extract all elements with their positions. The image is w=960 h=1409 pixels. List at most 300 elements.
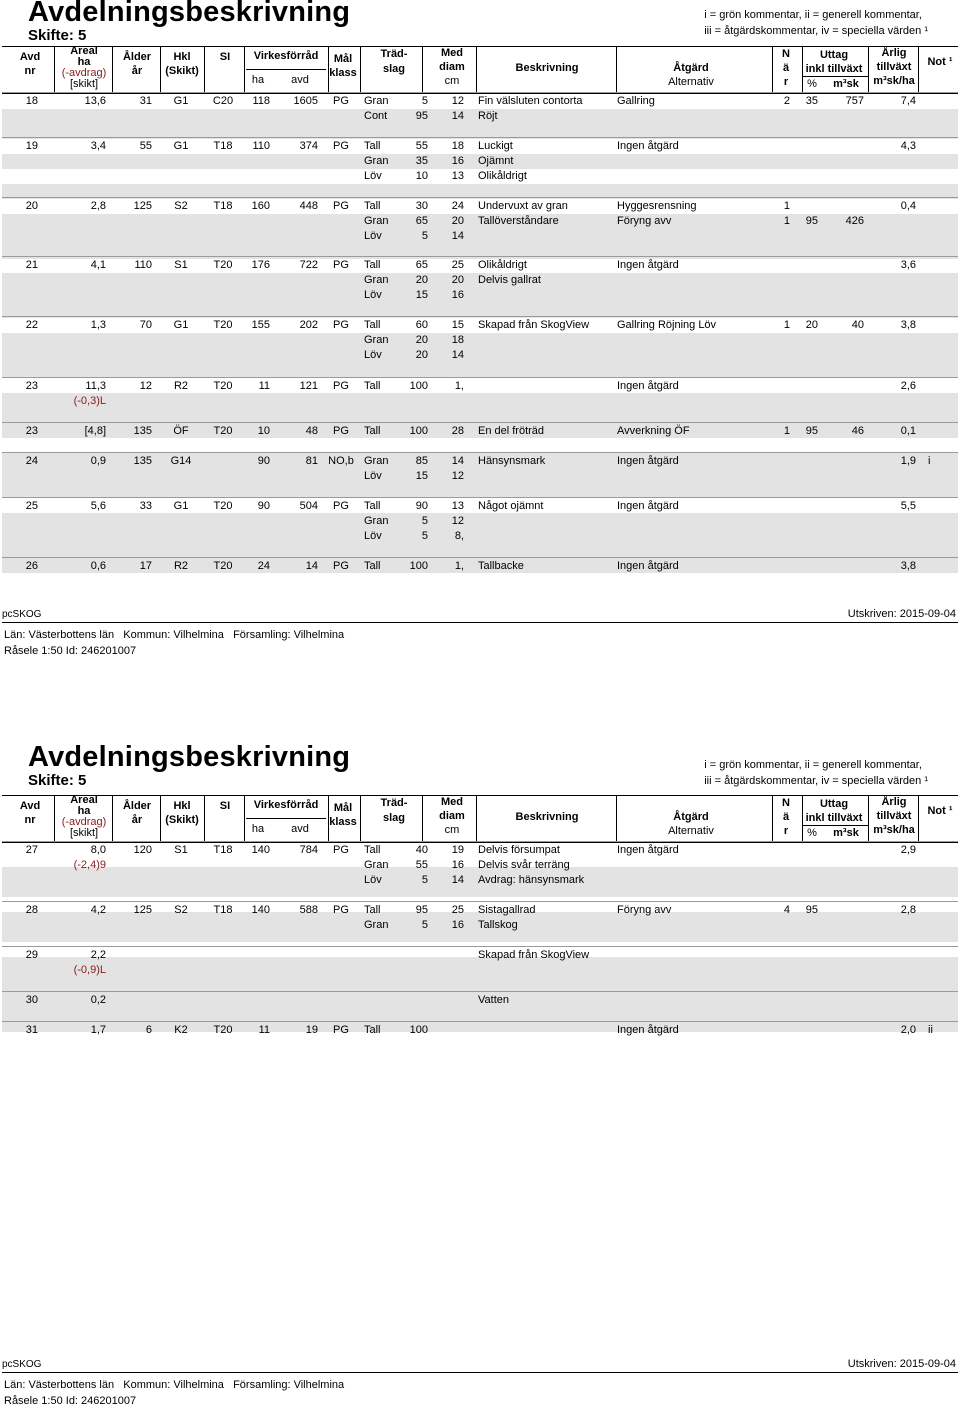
cell-areal: 2,8: [90, 200, 106, 212]
cell-besk: Luckigt: [478, 140, 513, 152]
cell-avd: 21: [25, 259, 38, 271]
cell-diam: 18: [451, 334, 464, 346]
row-separator: [2, 1021, 958, 1022]
cell-besk: Skapad från SkogView: [478, 319, 590, 331]
cell-areal: 1,3: [90, 319, 106, 331]
cell-areal: 0,9: [90, 455, 106, 467]
cell-areal: 0,6: [90, 560, 106, 572]
footer-map: Råsele 1:50 Id: 246201007: [4, 645, 137, 657]
cell-arlig: 4,3: [900, 140, 916, 152]
row-stripe: [2, 288, 958, 303]
cell-pct: 15: [415, 289, 428, 301]
cell-diam: 16: [451, 859, 464, 871]
hdr-hkl: Hkl (Skikt): [165, 51, 199, 77]
cell-alder: 31: [139, 95, 152, 107]
cell-pct: 40: [415, 844, 428, 856]
cell-pct: 100: [409, 425, 428, 437]
cell-diam: 16: [451, 289, 464, 301]
hdr-col-line: [476, 796, 477, 842]
hdr-avd: Avd nr: [19, 800, 41, 826]
hdr-vf-divider: [246, 818, 326, 819]
cell-besk: Avdrag: hänsynsmark: [478, 874, 585, 886]
cell-si: T20: [213, 1024, 233, 1036]
cell-arlig: 1,9: [900, 455, 916, 467]
cell-hkl: G1: [173, 140, 189, 152]
cell-si: T18: [213, 140, 233, 152]
cell-diam: 8,: [454, 530, 464, 542]
cell-si: T20: [213, 560, 233, 572]
hdr-col-line: [868, 796, 869, 842]
cell-tradslag: Cont: [364, 110, 388, 122]
hdr-vf-avd: avd: [291, 823, 309, 835]
cell-mal: PG: [333, 140, 349, 152]
cell-atgard: Ingen åtgärd: [617, 1024, 679, 1036]
cell-diam: 1,: [454, 380, 464, 392]
cell-atgard: Ingen åtgärd: [617, 500, 679, 512]
cell-avd: 23: [25, 425, 38, 437]
cell-si: T20: [213, 319, 233, 331]
cell-vfavd: 722: [299, 259, 318, 271]
cell-atgard: Ingen åtgärd: [617, 380, 679, 392]
footer-info: [4, 627, 344, 659]
cell-avd: 20: [25, 200, 38, 212]
cell-besk: Något ojämnt: [478, 500, 544, 512]
cell-pct: 15: [415, 470, 428, 482]
cell-tradslag: Tall: [364, 1024, 381, 1036]
row-stripe: [2, 528, 958, 543]
cell-avd: 27: [25, 844, 38, 856]
footer-date-2: Utskriven: 2015-09-04: [847, 1358, 956, 1370]
cell-si: T18: [213, 844, 233, 856]
cell-pct: 5: [421, 230, 428, 242]
cell-besk: Fin välsluten contorta: [478, 95, 583, 107]
hdr-hkl: Hkl (Skikt): [165, 800, 199, 826]
cell-areal: 3,4: [90, 140, 106, 152]
cell-pct: 5: [421, 95, 428, 107]
cell-diam: 14: [451, 230, 464, 242]
cell-pct: 100: [409, 1024, 428, 1036]
cell-vfha: 90: [257, 500, 270, 512]
cell-tradslag: Gran: [364, 155, 389, 167]
cell-not: i: [928, 455, 931, 467]
hdr-col-line: [160, 796, 161, 842]
cell-uttpct: 35: [805, 95, 818, 107]
hdr-col-line: [54, 47, 55, 93]
row-separator: [2, 422, 958, 423]
hdr-col-line: [616, 796, 617, 842]
row-stripe: [2, 468, 958, 483]
cell-besk: Vatten: [478, 994, 509, 1006]
cell-arlig: 3,8: [900, 560, 916, 572]
cell-alder: 70: [139, 319, 152, 331]
cell-atgard: Ingen åtgärd: [617, 259, 679, 271]
cell-vfha: 118: [252, 95, 270, 107]
row-stripe: [2, 543, 958, 558]
hdr-vf-avd: avd: [291, 74, 309, 86]
cell-areal: 13,6: [84, 95, 106, 107]
cell-uttpct: 20: [805, 319, 818, 331]
cell-tradslag: Löv: [364, 170, 382, 182]
cell-avd: 25: [25, 500, 38, 512]
row-separator: [2, 946, 958, 947]
hdr-uttag-m3sk: m³sk: [833, 78, 859, 90]
cell-besk: Delvis försumpat: [478, 844, 560, 856]
cell-pct: 95: [415, 110, 428, 122]
cell-mal: PG: [333, 1024, 349, 1036]
cell-arlig: 2,0: [900, 1024, 916, 1036]
cell-si: T18: [213, 200, 233, 212]
hdr-col-line: [868, 47, 869, 93]
cell-alder: 12: [139, 380, 152, 392]
cell-mal: PG: [333, 904, 349, 916]
cell-diam: 12: [451, 470, 464, 482]
cell-arlig: 2,6: [900, 380, 916, 392]
hdr-col-line: [476, 47, 477, 93]
cell-tradslag: Tall: [364, 904, 381, 916]
hdr-col-line: [360, 796, 361, 842]
cell-vfha: 155: [251, 319, 270, 331]
cell-avd: 23: [25, 380, 38, 392]
cell-besk: Ojämnt: [478, 155, 514, 167]
cell-tradslag: Löv: [364, 230, 382, 242]
cell-nar: 1: [783, 200, 790, 212]
hdr-col-line: [328, 47, 329, 93]
cell-diam: 28: [451, 425, 464, 437]
cell-tradslag: Gran: [364, 274, 389, 286]
row-stripe: [2, 408, 958, 423]
hdr-col-line: [918, 47, 919, 93]
hdr-col-line: [54, 796, 55, 842]
hdr-areal: Areal ha (-avdrag) [skikt]: [61, 794, 107, 839]
hdr-mal: Mål klass: [329, 802, 357, 828]
cell-mal: PG: [333, 844, 349, 856]
cell-tradslag: Tall: [364, 560, 381, 572]
hdr-not: Not ¹: [927, 56, 953, 68]
cell-areal: 11,3: [85, 380, 106, 392]
cell-mal: NO,b: [328, 455, 354, 467]
cell-vfavd: 19: [305, 1024, 318, 1036]
cell-nar: 1: [783, 425, 790, 437]
row-separator: [2, 197, 958, 198]
hdr-diam: Med diam cm: [439, 796, 465, 836]
hdr-col-line: [204, 47, 205, 93]
cell-diam: 16: [451, 919, 464, 931]
footer-divider: [2, 622, 958, 623]
cell-vfha: 11: [258, 1024, 270, 1036]
hdr-col-line: [422, 47, 423, 93]
cell-uttm3: 40: [851, 319, 864, 331]
cell-mal: PG: [333, 200, 349, 212]
cell-alder: 33: [139, 500, 152, 512]
cell-diam: 16: [451, 155, 464, 167]
cell-hkl: S2: [174, 904, 188, 916]
cell-arlig: 0,4: [900, 200, 916, 212]
cell-tradslag: Löv: [364, 349, 382, 361]
cell-hkl: ÖF: [173, 425, 189, 437]
hdr-nar: N ä r: [782, 797, 790, 837]
cell-vfha: 140: [251, 904, 270, 916]
hdr-alder: Ålder år: [122, 51, 152, 77]
footer-brand-2: pcSKOG: [2, 1359, 42, 1370]
cell-alder: 6: [145, 1024, 152, 1036]
hdr-col-line: [360, 47, 361, 93]
cell-vfha: 90: [257, 455, 270, 467]
cell-tradslag: Tall: [364, 380, 381, 392]
hdr-virkesforrad: Virkesförråd: [253, 50, 319, 62]
hdr-virkesforrad: Virkesförråd: [253, 799, 319, 811]
cell-mal: PG: [333, 95, 349, 107]
cell-tradslag: Gran: [364, 95, 389, 107]
cell-pct: 5: [421, 919, 428, 931]
cell-uttpct: 95: [805, 904, 818, 916]
cell-diam: 19: [451, 844, 464, 856]
cell-alder: 125: [133, 904, 152, 916]
hdr-col-line: [616, 47, 617, 93]
cell-vfha: 176: [251, 259, 270, 271]
cell-hkl: S1: [174, 844, 188, 856]
cell-pct: 65: [415, 259, 428, 271]
hdr-areal: Areal ha (-avdrag) [skikt]: [61, 45, 107, 90]
page-2: [0, 741, 960, 1408]
cell-diam: 14: [451, 110, 464, 122]
cell-pct: 55: [415, 140, 428, 152]
row-separator: [2, 452, 958, 453]
cell-diam: 14: [451, 874, 464, 886]
cell-pct: 100: [409, 560, 428, 572]
hdr-col-line: [112, 47, 113, 93]
cell-atgard: Gallring Röjning Löv: [617, 319, 717, 331]
cell-pct: 5: [421, 874, 428, 886]
hdr-si: SI: [219, 51, 231, 63]
cell-avd: 18: [25, 95, 38, 107]
cell-pct: 85: [415, 455, 428, 467]
cell-hkl: G1: [173, 500, 189, 512]
cell-avd: 28: [25, 904, 38, 916]
cell-avd: 31: [25, 1024, 38, 1036]
hdr-nar: N ä r: [782, 48, 790, 88]
cell-nar: 1: [783, 319, 790, 331]
cell-mal: PG: [333, 500, 349, 512]
cell-alder: 17: [139, 560, 152, 572]
hdr-vf-ha: ha: [251, 823, 265, 835]
cell-diam: 1,: [454, 560, 464, 572]
cell-besk: Undervuxt av gran: [478, 200, 568, 212]
cell-hkl: G1: [173, 95, 189, 107]
cell-mal: PG: [333, 425, 349, 437]
cell-tradslag: Gran: [364, 515, 389, 527]
hdr-tradslag: Träd- slag: [380, 797, 408, 824]
footer-brand: pcSKOG: [2, 609, 42, 620]
cell-areal: 5,6: [90, 500, 106, 512]
cell-si: T20: [213, 259, 233, 271]
hdr-avd: Avd nr: [19, 51, 41, 77]
cell-diam: 25: [451, 259, 464, 271]
hdr-uttag: Uttag: [819, 49, 849, 61]
row-stripe: [2, 333, 958, 348]
row-separator: [2, 137, 958, 138]
cell-diam: 25: [451, 904, 464, 916]
cell-hkl: R2: [173, 560, 189, 572]
cell-hkl: S2: [174, 200, 188, 212]
cell-besk: Tallskog: [478, 919, 518, 931]
cell-atgard: Gallring: [617, 95, 655, 107]
cell-pct: 10: [415, 170, 428, 182]
cell-uttpct: 95: [805, 215, 818, 227]
cell-areal: (-2,4)9: [73, 859, 106, 871]
cell-pct: 5: [421, 515, 428, 527]
footer-divider-2: [2, 1372, 958, 1373]
cell-areal: 0,2: [90, 994, 106, 1006]
hdr-col-line: [112, 796, 113, 842]
cell-avd: 29: [25, 949, 38, 961]
row-separator: [2, 557, 958, 558]
cell-arlig: 2,9: [900, 844, 916, 856]
hdr-col-line: [772, 47, 773, 93]
cell-tradslag: Tall: [364, 500, 381, 512]
cell-besk: Sistagallrad: [478, 904, 536, 916]
cell-si: T20: [213, 500, 233, 512]
hdr-inkl-tillvaxt: inkl tillväxt: [805, 63, 863, 75]
cell-avd: 26: [25, 560, 38, 572]
cell-tradslag: Tall: [364, 200, 381, 212]
hdr-uttag-pct: %: [807, 827, 817, 839]
cell-uttm3: 426: [845, 215, 864, 227]
table-header-2: [2, 795, 958, 843]
cell-diam: 20: [451, 215, 464, 227]
hdr-col-line: [244, 47, 245, 93]
cell-diam: 13: [451, 170, 464, 182]
cell-tradslag: Gran: [364, 455, 389, 467]
hdr-diam: Med diam cm: [439, 47, 465, 87]
hdr-inkl-tillvaxt: inkl tillväxt: [805, 812, 863, 824]
hdr-col-line: [772, 796, 773, 842]
cell-uttpct: 95: [805, 425, 818, 437]
cell-arlig: 3,8: [900, 319, 916, 331]
cell-mal: PG: [333, 560, 349, 572]
hdr-col-line: [328, 796, 329, 842]
cell-vfavd: 448: [299, 200, 318, 212]
cell-areal: 4,2: [90, 904, 106, 916]
skifte-label-2: Skifte: 5: [28, 772, 87, 789]
row-stripe: [2, 393, 958, 408]
cell-tradslag: Löv: [364, 470, 382, 482]
cell-mal: PG: [333, 380, 349, 392]
cell-hkl: G1: [173, 319, 189, 331]
cell-tradslag: Gran: [364, 215, 389, 227]
cell-vfavd: 374: [299, 140, 318, 152]
row-separator: [2, 256, 958, 257]
cell-pct: 100: [409, 380, 428, 392]
cell-besk: Olikåldrigt: [478, 259, 527, 271]
cell-diam: 18: [451, 140, 464, 152]
cell-atgard: Ingen åtgärd: [617, 844, 679, 856]
cell-atgard: Ingen åtgärd: [617, 455, 679, 467]
cell-si: T18: [213, 904, 233, 916]
cell-avd: 22: [25, 319, 38, 331]
cell-atgard: Föryng avv: [617, 904, 672, 916]
cell-not: ii: [928, 1024, 933, 1036]
cell-atgard: Ingen åtgärd: [617, 560, 679, 572]
cell-pct: 90: [415, 500, 428, 512]
cell-alder: 110: [134, 259, 152, 271]
cell-tradslag: Löv: [364, 289, 382, 301]
cell-besk: En del fröträd: [478, 425, 545, 437]
cell-vfavd: 202: [299, 319, 318, 331]
cell-pct: 20: [415, 274, 428, 286]
cell-tradslag: Löv: [364, 530, 382, 542]
cell-diam: 20: [451, 274, 464, 286]
cell-tradslag: Gran: [364, 334, 389, 346]
cell-vfha: 140: [251, 844, 270, 856]
cell-vfavd: 588: [299, 904, 318, 916]
hdr-vf-ha: ha: [251, 74, 265, 86]
cell-atgard: Föryng avv: [617, 215, 672, 227]
hdr-beskrivning: Beskrivning: [515, 811, 579, 823]
cell-areal: 1,7: [90, 1024, 106, 1036]
cell-nar: 4: [783, 904, 790, 916]
hdr-uttag: Uttag: [819, 798, 849, 810]
hdr-col-line: [918, 796, 919, 842]
hdr-atgard: Åtgärd Alternativ: [668, 62, 714, 88]
footer-map-2: Råsele 1:50 Id: 246201007: [4, 1395, 137, 1407]
cell-alder: 125: [133, 200, 152, 212]
cell-diam: 24: [451, 200, 464, 212]
cell-alder: 135: [133, 455, 152, 467]
cell-besk: Tallöverståndare: [478, 215, 559, 227]
row-stripe: [2, 348, 958, 363]
cell-nar: 1: [783, 215, 790, 227]
cell-besk: Röjt: [478, 110, 498, 122]
hdr-col-line: [204, 796, 205, 842]
hdr-arlig: Årlig tillväxt m³sk/ha: [873, 796, 915, 836]
cell-hkl: S1: [174, 259, 188, 271]
cell-nar: 2: [783, 95, 790, 107]
cell-pct: 20: [415, 334, 428, 346]
row-separator: [2, 377, 958, 378]
cell-vfha: 10: [257, 425, 270, 437]
cell-arlig: 5,5: [900, 500, 916, 512]
cell-tradslag: Tall: [364, 259, 381, 271]
cell-si: T20: [213, 425, 233, 437]
cell-diam: 12: [451, 95, 464, 107]
hdr-uttag-pct: %: [807, 78, 817, 90]
footer-location-2: Län: Västerbottens län Kommun: Vilhelmina Församling: Vilhelmina: [4, 1379, 345, 1391]
hdr-beskrivning: Beskrivning: [515, 62, 579, 74]
comment-legend-2: i = grön kommentar, ii = generell kommentar, iii = åtgärdskommentar, iv = speciella värden ¹: [704, 759, 928, 787]
cell-pct: 30: [415, 200, 428, 212]
cell-besk: Delvis gallrat: [478, 274, 541, 286]
cell-areal: [4,8]: [84, 425, 106, 437]
row-separator: [2, 841, 958, 842]
cell-diam: 12: [451, 515, 464, 527]
cell-mal: PG: [333, 319, 349, 331]
hdr-tradslag: Träd- slag: [380, 48, 408, 75]
cell-vfavd: 1605: [293, 95, 318, 107]
row-stripe: [2, 972, 958, 987]
cell-diam: 14: [451, 349, 464, 361]
cell-si: T20: [213, 380, 233, 392]
footer-date: Utskriven: 2015-09-04: [847, 608, 956, 620]
row-stripe: [2, 513, 958, 528]
cell-alder: 135: [133, 425, 152, 437]
cell-vfavd: 48: [305, 425, 318, 437]
hdr-not: Not ¹: [927, 805, 953, 817]
hdr-col-line: [802, 796, 803, 842]
cell-pct: 55: [415, 859, 428, 871]
cell-areal: (-0,3)L: [73, 395, 106, 407]
cell-areal: (-0,9)L: [73, 964, 106, 976]
cell-hkl: G14: [170, 455, 192, 467]
